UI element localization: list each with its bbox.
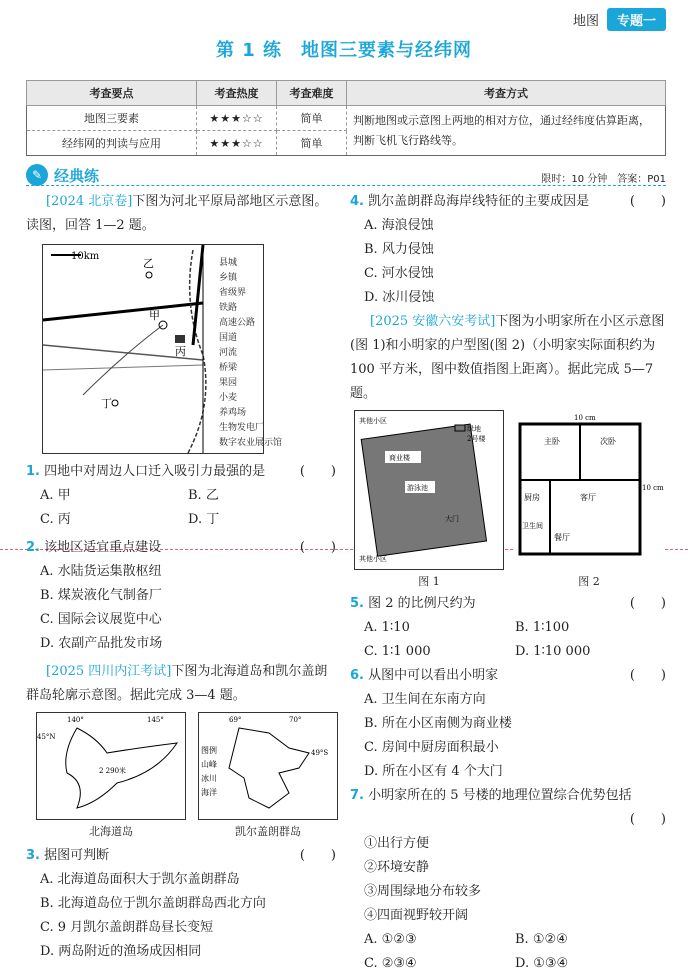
place-bing: 丙 [175, 345, 186, 358]
svg-text:69°: 69° [229, 716, 242, 724]
svg-text:大门: 大门 [445, 515, 459, 523]
q7-item: ④四面视野较开阔 [364, 908, 469, 923]
svg-text:商业楼: 商业楼 [389, 454, 410, 462]
svg-text:140°: 140° [67, 716, 84, 724]
q1-options: C. 丙 D. 丁 [40, 512, 220, 527]
section-header [26, 164, 666, 186]
svg-text:49°S: 49°S [311, 749, 329, 757]
question-5: 5. 图 2 的比例尺约为 ( ) [350, 596, 666, 611]
community-figures [354, 410, 666, 590]
place-yi: 乙 [143, 257, 154, 270]
subject-label: 地图 [572, 14, 599, 29]
intro-3: [2025 安徽六安考试]下图为小明家所在小区示意图(图 1)和小明家的户型图(图 2)（小明家实际面积约为 100 平方米，图中数值指图上距离）。据此完成 5—7 题。 [350, 314, 665, 401]
svg-text:其他小区: 其他小区 [359, 555, 387, 563]
caption-hokkaido: 北海道岛 [89, 825, 133, 838]
col-header: 考查热度 [197, 81, 277, 106]
q4-option: B. 风力侵蚀 [364, 242, 434, 257]
q1-options: A. 甲 B. 乙 [40, 488, 219, 503]
islands-figure [36, 712, 336, 840]
table-cell: 地图三要素 [27, 106, 197, 131]
page-title: 第 1 练 地图三要素与经纬网 [215, 40, 473, 61]
legend-item: 河流 [219, 348, 238, 358]
q3-option: B. 北海道岛位于凯尔盖朗群岛西北方向 [40, 896, 266, 911]
question-3: 3. 据图可判断 ( ) [26, 848, 336, 863]
svg-text:2号楼: 2号楼 [467, 435, 486, 443]
legend-item: 数字农业展示馆 [219, 438, 283, 448]
table-cell: 简单 [277, 106, 347, 131]
heat-stars: ★★★☆☆ [197, 131, 277, 156]
q6-option: B. 所在小区南侧为商业楼 [364, 716, 512, 731]
q7-item: ③周围绿地分布较多 [364, 884, 482, 899]
svg-text:绿地: 绿地 [467, 425, 481, 433]
hebei-map [42, 244, 283, 454]
legend-item: 小麦 [219, 393, 238, 403]
svg-text:卫生间: 卫生间 [522, 522, 543, 530]
q6-option: C. 房间中厨房面积最小 [364, 740, 499, 755]
svg-text:图例: 图例 [201, 746, 217, 755]
legend-item: 乡镇 [219, 273, 238, 283]
hokkaido-map [36, 712, 186, 820]
kerguelen-map [198, 712, 338, 820]
legend-item: 桥梁 [219, 363, 238, 373]
place-ding: 丁 [101, 397, 112, 410]
topic-badge: 专题一 [607, 8, 666, 31]
svg-text:145°: 145° [147, 716, 164, 724]
svg-text:2 290米: 2 290米 [99, 767, 127, 775]
q2-option: D. 农副产品批发市场 [40, 636, 163, 651]
requirements-table [26, 80, 666, 156]
legend-item: 铁路 [219, 303, 238, 313]
legend-item: 高速公路 [219, 318, 256, 328]
section-label: 经典练 [54, 167, 100, 185]
caption-kerguelen: 凯尔盖朗群岛 [235, 825, 301, 838]
svg-text:70°: 70° [289, 716, 302, 724]
question-7: 7. 小明家所在的 5 号楼的地理位置综合优势包括 [350, 788, 632, 803]
svg-text:游泳池: 游泳池 [407, 484, 428, 492]
q2-option: A. 水陆货运集散枢纽 [40, 564, 162, 579]
q2-option: B. 煤炭液化气制备厂 [40, 588, 162, 603]
col-header: 考查难度 [277, 81, 347, 106]
question-2: 2. 该地区适宜重点建设 ( ) [26, 540, 336, 555]
q4-option: A. 海浪侵蚀 [364, 218, 434, 233]
legend-item: 生物发电厂 [219, 423, 265, 433]
heat-stars: ★★★☆☆ [197, 106, 277, 131]
q6-option: D. 所在小区有 4 个大门 [364, 764, 503, 779]
svg-text:冰川: 冰川 [201, 774, 217, 783]
q7-paren: ( ) [629, 812, 666, 827]
question-4: 4. 凯尔盖朗群岛海岸线特征的主要成因是 ( ) [350, 194, 666, 209]
scale-label: 10km [71, 251, 100, 262]
q7-options: C. ②③④ D. ①③④ [364, 956, 569, 971]
svg-text:10 cm: 10 cm [642, 484, 664, 492]
community-map [354, 410, 504, 570]
q7-item: ①出行方便 [364, 836, 430, 851]
q5-options: A. 1∶10 B. 1∶100 [364, 620, 570, 635]
page-header [573, 8, 666, 31]
svg-text:客厅: 客厅 [580, 493, 596, 502]
q2-option: C. 国际会议展览中心 [40, 612, 162, 627]
svg-text:厨房: 厨房 [524, 493, 540, 502]
q3-option: A. 北海道岛面积大于凯尔盖朗群岛 [40, 872, 240, 887]
svg-text:10 cm: 10 cm [574, 414, 596, 422]
question-6: 6. 从图中可以看出小明家 ( ) [350, 668, 666, 683]
q7-item: ②环境安静 [364, 860, 430, 875]
q3-option: C. 9 月凯尔盖朗群岛昼长变短 [40, 920, 214, 935]
q4-option: C. 河水侵蚀 [364, 266, 434, 281]
svg-text:45°N: 45°N [37, 733, 56, 741]
q4-option: D. 冰川侵蚀 [364, 290, 435, 305]
right-column [350, 190, 666, 976]
legend-item: 养鸡场 [219, 408, 247, 418]
section-meta: 限时：10 分钟 答案：P01 [541, 174, 666, 185]
legend-item: 国道 [219, 333, 238, 343]
pen-icon: ✎ [26, 164, 48, 186]
left-column [26, 190, 336, 964]
caption-fig1: 图 1 [418, 575, 440, 588]
col-header: 考查方式 [347, 81, 666, 106]
intro-1: [2024 北京卷]下图为河北平原局部地区示意图。读图，回答 1—2 题。 [26, 194, 328, 233]
svg-text:次卧: 次卧 [600, 437, 616, 446]
legend-item: 省级界 [219, 288, 247, 298]
q5-options: C. 1∶1 000 D. 1∶10 000 [364, 644, 591, 659]
svg-text:海洋: 海洋 [201, 788, 217, 797]
svg-text:山峰: 山峰 [201, 760, 217, 769]
table-cell: 简单 [277, 131, 347, 156]
intro-2: [2025 四川内江考试]下图为北海道岛和凯尔盖朗群岛轮廓示意图。据此完成 3—4 题。 [26, 664, 328, 703]
svg-text:餐厅: 餐厅 [554, 533, 570, 542]
svg-text:其他小区: 其他小区 [359, 417, 387, 425]
question-1: 1. 四地中对周边人口迁入吸引力最强的是 ( ) [26, 464, 336, 479]
caption-fig2: 图 2 [578, 575, 600, 588]
method-cell: 判断地图或示意图上两地的相对方位，通过经纬度估算距离，判断飞机飞行路线等。 [347, 106, 666, 156]
legend-item: 县城 [219, 258, 238, 268]
floor-plan [514, 410, 664, 570]
q7-options: A. ①②③ B. ①②④ [364, 932, 568, 947]
q3-option: D. 两岛附近的渔场成因相同 [40, 944, 202, 959]
legend-item: 果园 [219, 378, 238, 388]
col-header: 考查要点 [27, 81, 197, 106]
place-jia: 甲 [149, 309, 160, 322]
svg-text:主卧: 主卧 [544, 437, 560, 446]
q6-option: A. 卫生间在东南方向 [364, 692, 486, 707]
table-cell: 经纬网的判读与应用 [27, 131, 197, 156]
